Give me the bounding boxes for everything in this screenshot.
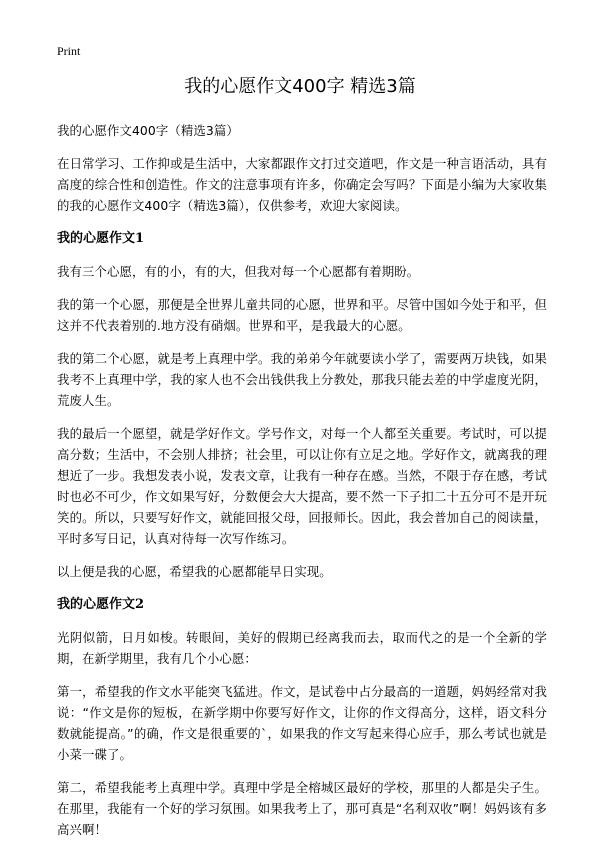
essay-2-paragraph-3: 第二，希望我能考上真理中学。真理中学是全榕城区最好的学校，那里的人都是尖子生。在那里，我能有一个好的学习氛围。如果我考上了，那可真是“名利双收”啊！妈妈该有多高兴啊！ (57, 780, 547, 837)
document-body (57, 120, 547, 852)
essay-2-paragraph-1: 光阴似箭，日月如梭。转眼间，美好的假期已经离我而去，取而代之的是一个全新的学期，在新学期里，我有几个小心愿： (57, 630, 547, 666)
essay-1-paragraph-4: 我的最后一个愿望，就是学好作文。学号作文，对每一个人都至关重要。考试时，可以提高分数；生活中，不会别人排挤；社会里，可以让你有立足之地。学好作文，就离我的理想近了一步。我想发表小说，发表文章，让我有一种存在感。当然，不限于存在感，考试时也必不可少，作文如果写好，分数便会大大提高，要不然一下子扣二十五分可不是开玩笑的。所以，只要写好作文，就能回报父母，回报师长。因此，我会普加自己的阅读量，平时多写日记，认真对待每一次写作练习。 (57, 426, 547, 546)
page-title: 我的心愿作文400字 精选3篇 (184, 76, 416, 97)
essay-2-paragraph-2: 第一，希望我的作文水平能突飞猛进。作文，是试卷中占分最高的一道题，妈妈经常对我说：“作文是你的短板，在新学期中你要写好作文，让你的作文得高分，这样，语文科分数就能提高。”的确，作文是很重要的`，如果我的作文写起来得心应手，那么考试也就是小菜一碟了。 (57, 684, 547, 762)
document-subtitle: 我的心愿作文400字（精选3篇） (57, 123, 239, 138)
essay-1-paragraph-2: 我的第一个心愿，那便是全世界儿童共同的心愿，世界和平。尽管中国如今处于和平，但这并不代表着别的.地方没有硝烟。世界和平，是我最大的心愿。 (57, 297, 547, 333)
intro-paragraph: 在日常学习、工作抑或是生活中，大家都跟作文打过交道吧，作文是一种言语活动，具有高度的综合性和创造性。作文的注意事项有许多，你确定会写吗？下面是小编为大家收集的我的心愿作文400字（精选3篇），仅供参考，欢迎大家阅读。 (57, 156, 547, 213)
essay-1-heading: 我的心愿作文1 (57, 231, 145, 246)
essay-2-heading: 我的心愿作文2 (57, 597, 145, 612)
essay-1-paragraph-3: 我的第二个心愿，就是考上真理中学。我的弟弟今年就要读小学了，需要两万块钱，如果我考不上真理中学，我的家人也不会出钱供我上分教处，那我只能去差的中学虚度光阴，荒废人生。 (57, 351, 547, 408)
essay-1-paragraph-5: 以上便是我的心愿，希望我的心愿都能早日实现。 (57, 564, 332, 579)
essay-1-paragraph-1: 我有三个心愿，有的小，有的大，但我对每一个心愿都有着期盼。 (57, 264, 420, 279)
print-link[interactable]: Print (57, 44, 81, 58)
